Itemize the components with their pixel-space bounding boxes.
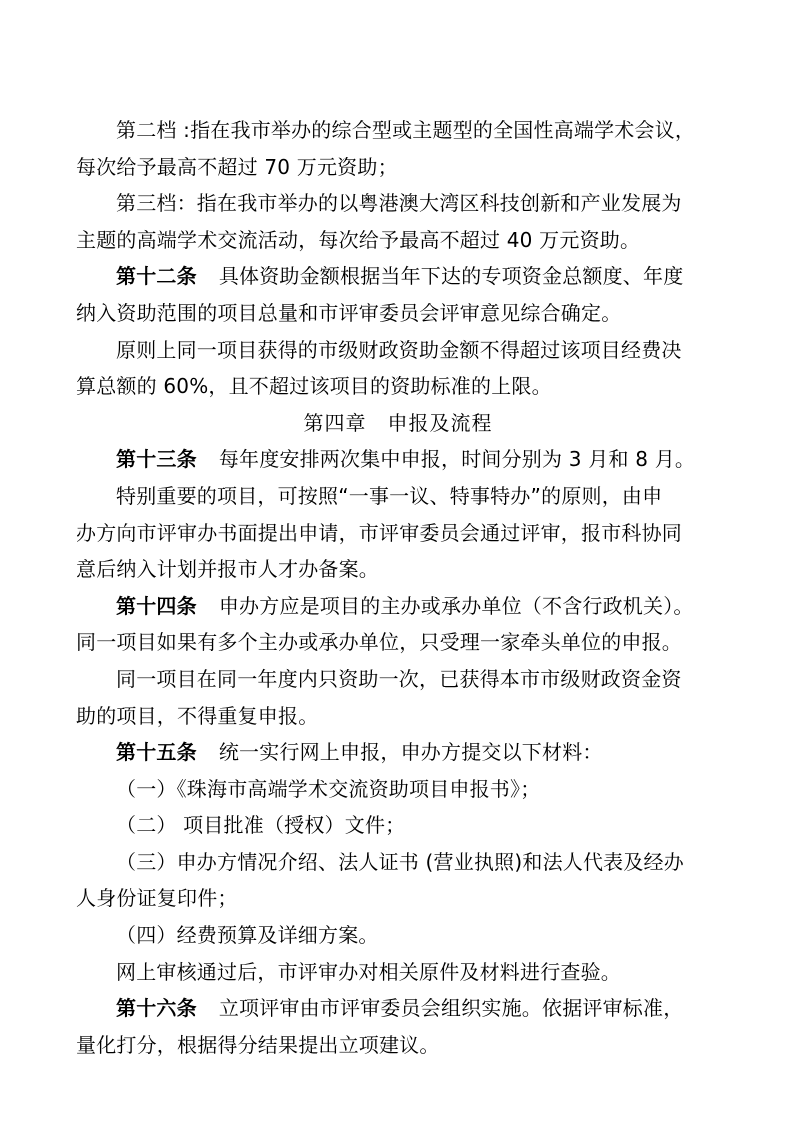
- article-line: [76, 734, 720, 771]
- paragraph-line-indented: 网上审核通过后，市评审办对相关原件及材料进行查验。: [116, 959, 621, 984]
- paragraph-line: 量化打分，根据得分结果提出立项建议。: [76, 1032, 440, 1057]
- paragraph-line: 同一项目如果有多个主办或承办单位，只受理一家牵头单位的申报。: [76, 630, 682, 655]
- article-text: 具体资助金额根据当年下达的专项资金总额度、年度: [218, 264, 684, 289]
- paragraph-line-indented: （二） 项目批准（授权）文件；: [116, 813, 406, 838]
- article-line: [76, 258, 720, 295]
- paragraph-line: 纳入资助范围的项目总量和市评审委员会评审意见综合确定。: [76, 300, 622, 325]
- paragraph-line-indented: （四）经费预算及详细方案。: [116, 923, 379, 948]
- paragraph-line: 每次给予最高不超过 70 万元资助；: [76, 154, 398, 179]
- article-heading: 第十六条: [116, 996, 197, 1021]
- chapter-heading: 第四章 申报及流程: [303, 410, 493, 435]
- paragraph-line-indented: （一）《珠海市高端学术交流资助项目申报书》；: [116, 776, 541, 801]
- paragraph-line: 主题的高端学术交流活动，每次给予最高不超过 40 万元资助。: [76, 227, 641, 252]
- paragraph-line-indented: 特别重要的项目，可按照“一事一议、特事特办”的原则，由申: [116, 483, 663, 508]
- paragraph-line: 办方向市评审办书面提出申请，市评审委员会通过评审，报市科协同: [76, 520, 682, 545]
- article-line: [76, 588, 720, 625]
- article-line: [76, 441, 720, 478]
- paragraph-line-indented: （三）申办方情况介绍、法人证书 (营业执照)和法人代表及经办: [116, 849, 684, 874]
- article-heading: 第十四条: [116, 593, 197, 618]
- paragraph-line-indented: 第二档 :指在我市举办的综合型或主题型的全国性高端学术会议，: [116, 118, 696, 142]
- article-text: 立项评审由市评审委员会组织实施。依据评审标准，: [218, 996, 684, 1021]
- paragraph-line-indented: 原则上同一项目获得的市级财政资助金额不得超过该项目经费决: [116, 337, 682, 362]
- paragraph-line-indented: 第三档：指在我市举办的以粤港澳大湾区科技创新和产业发展为: [116, 191, 682, 216]
- paragraph-line: 意后纳入计划并报市人才办备案。: [76, 557, 379, 582]
- article-line: [76, 990, 720, 1027]
- article-heading: 第十二条: [116, 264, 197, 289]
- document-body: [76, 112, 720, 1063]
- article-heading: 第十三条: [116, 447, 197, 472]
- article-heading: 第十五条: [116, 740, 197, 765]
- article-text: 每年度安排两次集中申报，时间分别为 3 月和 8 月。: [218, 447, 696, 472]
- paragraph-line-indented: 同一项目在同一年度内只资助一次，已获得本市市级财政资金资: [116, 666, 682, 691]
- article-text: 申办方应是项目的主办或承办单位（不含行政机关）。: [218, 593, 694, 618]
- paragraph-line: 人身份证复印件；: [76, 886, 238, 911]
- article-text: 统一实行网上申报，申办方提交以下材料：: [218, 740, 603, 765]
- paragraph-line: 助的项目，不得重复申报。: [76, 703, 319, 728]
- paragraph-line: 算总额的 60%，且不超过该项目的资助标准的上限。: [76, 374, 552, 399]
